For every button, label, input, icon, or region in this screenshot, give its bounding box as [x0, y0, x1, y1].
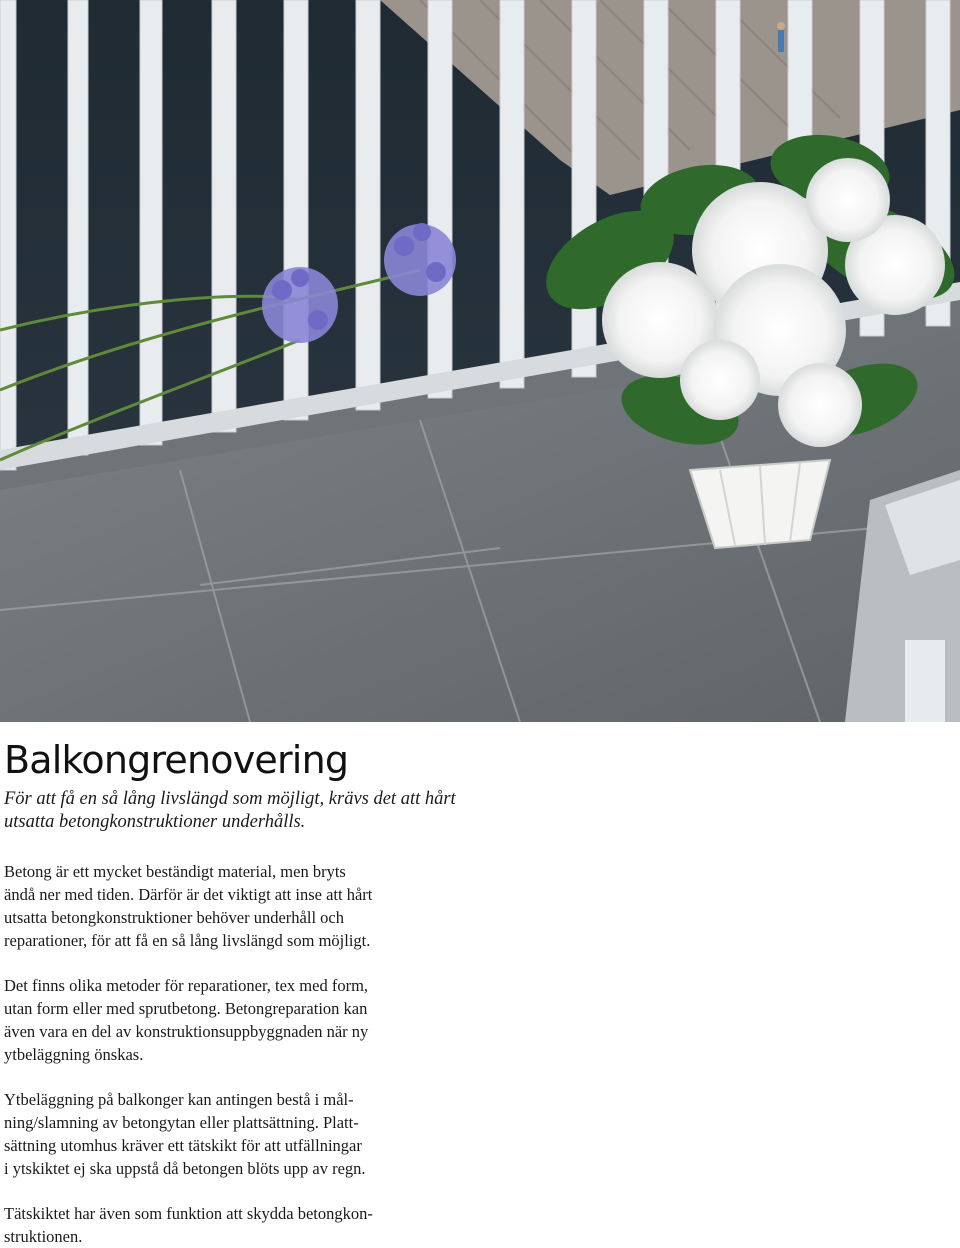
paragraph-2	[4, 974, 444, 1066]
paragraph-line: ändå ner med tiden. Därför är det viktigt att inse att hårt	[4, 885, 373, 904]
paragraph-line: reparationer, för att få en så lång livslängd som möjligt.	[4, 931, 371, 950]
paragraph-line: struktionen.	[4, 1227, 83, 1246]
paragraph-line: ning/slamning av betongytan eller plattsättning. Platt-	[4, 1113, 359, 1132]
article-title: Balkongrenovering	[4, 738, 349, 782]
paragraph-line: Ytbeläggning på balkonger kan antingen bestå i mål-	[4, 1090, 354, 1109]
article	[4, 722, 456, 1248]
lead-line: För att få en så lång livslängd som möjligt, krävs det att hårt	[4, 789, 456, 809]
paragraph-line: även vara en del av konstruktionsuppbyggnaden när ny	[4, 1022, 369, 1041]
paragraph-line: Det finns olika metoder för reparationer, tex med form,	[4, 976, 369, 995]
paragraph-3	[4, 1088, 444, 1180]
paragraph-line: Betong är ett mycket beständigt material, men bryts	[4, 862, 346, 881]
paragraph-4	[4, 1202, 444, 1248]
paragraph-line: utan form eller med sprutbetong. Betongreparation kan	[4, 999, 368, 1018]
paragraph-line: utsatta betongkonstruktioner behöver underhåll och	[4, 908, 344, 927]
paragraph-line: ytbeläggning önskas.	[4, 1045, 144, 1064]
paragraph-1	[4, 860, 444, 952]
paragraph-line: i ytskiktet ej ska uppstå då betongen blöts upp av regn.	[4, 1159, 366, 1178]
paragraph-line: Tätskiktet har även som funktion att skydda betongkon-	[4, 1204, 373, 1223]
article-lead	[4, 788, 456, 834]
lead-line: utsatta betongkonstruktioner underhålls.	[4, 812, 306, 832]
paragraph-line: sättning utomhus kräver ett tätskikt för att utfällningar	[4, 1136, 362, 1155]
